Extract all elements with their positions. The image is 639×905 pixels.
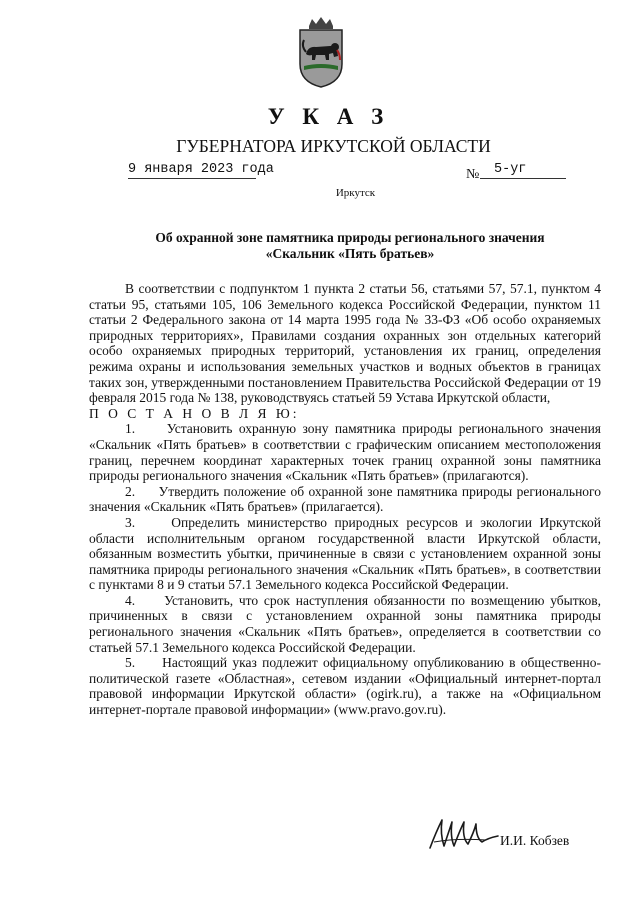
signer-name: И.И. Кобзев bbox=[500, 833, 570, 848]
list-item bbox=[89, 484, 601, 515]
preamble-paragraph: В соответствии с подпунктом 1 пункта 2 статьи 56, статьями 57, 57.1, пунктом 4 статьи 95, статьями 105, 106 Земельного кодекса Российской Федерации, пунктом 11 статьи 2 Федерального закона от 14 марта 1995 года № 33-ФЗ «Об особо охраняемых природных территориях», Правилами создания охранных зон отдельных категорий особо охраняемых природных территорий, установления их границ, определения режима охраны и использования земельных участков и водных объектов в границах таких зон, утвержденными постановлением Правительства Российской Федерации от 19 февраля 2015 года № 138, руководствуясь статьей 59 Устава Иркутской области, bbox=[89, 281, 601, 406]
item-number: 1. bbox=[125, 421, 136, 437]
handwritten-signature bbox=[426, 812, 506, 856]
item-text: Утвердить положение об охранной зоне памятника природы регионального значения «Скальник «Пять братьев» (прилагается). bbox=[89, 483, 601, 515]
document-title bbox=[90, 230, 610, 262]
document-title-line: Об охранной зоне памятника природы регионального значения bbox=[155, 230, 545, 245]
item-text: Определить министерство природных ресурсов и экологии Иркутской области исполнительным органом государственной власти Иркутской области, обязанным возместить убытки, причиненные в связи с установлением охранной зоны памятника природы регионального значения «Скальник «Пять братьев», в соответствии с пунктами 8 и 9 статьи 57.1 Земельного кодекса Российской Федерации. bbox=[89, 514, 601, 593]
item-number: 4. bbox=[125, 592, 136, 608]
list-item bbox=[89, 593, 601, 655]
item-number: 3. bbox=[125, 514, 136, 530]
resolve-heading: П О С Т А Н О В Л Я Ю: bbox=[89, 405, 300, 421]
issuer-heading: ГУБЕРНАТОРА ИРКУТСКОЙ ОБЛАСТИ bbox=[176, 136, 491, 156]
document-number-label: № bbox=[466, 167, 480, 182]
item-text: Установить, что срок наступления обязанности по возмещению убытков, причиненных в связи с установлением охранной зоны памятника природы регионального значения «Скальник «Пять братьев», определяется в соответствии со статьей 57.1 Земельного кодекса Российской Федерации. bbox=[89, 592, 601, 655]
item-number: 5. bbox=[125, 655, 136, 671]
document-date: 9 января 2023 года bbox=[128, 162, 274, 177]
document-title-line: «Скальник «Пять братьев» bbox=[265, 246, 435, 261]
item-text: Настоящий указ подлежит официальному опубликованию в общественно-политической газете «Областная», сетевом издании «Официальный интернет-портал правовой информации Иркутской области» (ogirk.ru), а также на «Официальном интернет-портале правовой информации» (www.pravo.gov.ru). bbox=[89, 655, 601, 718]
document-body bbox=[89, 281, 601, 718]
list-item bbox=[89, 655, 601, 717]
item-number: 2. bbox=[125, 483, 136, 499]
document-number: 5-уг bbox=[480, 162, 566, 179]
list-item bbox=[89, 421, 601, 483]
document-city: Иркутск bbox=[335, 187, 376, 199]
item-text: Установить охранную зону памятника природы регионального значения «Скальник «Пять братьев» в соответствии с графическим описанием местоположения границ, перечнем координат характерных точек границ охранной зоны памятника природы регионального значения «Скальник «Пять братьев» (прилагаются). bbox=[89, 421, 601, 484]
document-type-heading: У К А З bbox=[267, 104, 390, 129]
coat-of-arms-emblem bbox=[296, 16, 346, 88]
list-item bbox=[89, 515, 601, 593]
